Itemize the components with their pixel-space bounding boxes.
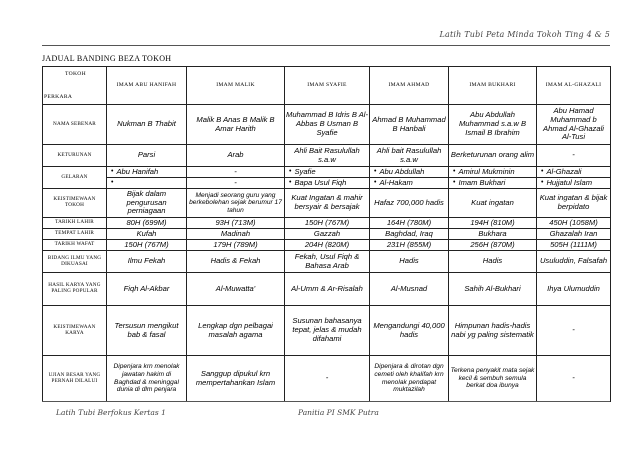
table-row [43,167,611,178]
row-header: KETURUNAN [43,145,107,167]
bullet-icon: • [289,167,292,175]
table-row [43,273,611,306]
footer-center-text: Panitia PI SMK Putra [298,408,379,417]
bullet-icon: • [289,178,292,186]
table-cell: Arab [187,145,285,167]
table-cell: Sanggup dipukul krn mempertahankan Islam [187,356,285,402]
row-header: GELARAN [43,167,107,189]
table-cell: 93H (713M) [187,218,285,229]
table-cell: Parsi [107,145,187,167]
bullet-icon: • [453,178,456,186]
column-header: IMAM SYAFIE [285,67,370,105]
table-cell: • Imam Bukhari [449,178,537,189]
table-cell: Dipenjara krn menolak jawatan hakim di Baghdad & meninggal dunia di dlm penjara [107,356,187,402]
table-cell: Himpunan hadis-hadis nabi yg paling sistematik [449,306,537,356]
table-cell: Malik B Anas B Malik B Amar Harith [187,105,285,145]
table-cell: Ihya Ulumuddin [537,273,611,306]
table-cell: Bijak dalam pengurusan perniagaan [107,189,187,218]
table-cell: Ahli bait Rasulullah s.a.w [370,145,449,167]
table-row [43,356,611,402]
table-cell: Lengkap dgn pelbagai masalah agama [187,306,285,356]
table-cell: Kuat Ingatan & mahir bersyair & bersajak [285,189,370,218]
bullet-icon: • [374,167,377,175]
document-title: JADUAL BANDING BEZA TOKOH [42,54,172,63]
table-cell: 164H (780M) [370,218,449,229]
table-cell: 231H (855M) [370,240,449,251]
table-cell: Ahmad B Muhammad B Hanbali [370,105,449,145]
table-cell: Kuat ingatan & bijak berpidato [537,189,611,218]
row-header: KEISTIMEWAAN TOKOH [43,189,107,218]
table-cell: • Al-Ghazali [537,167,611,178]
header-row [43,67,611,105]
row-header: NAMA SEBENAR [43,105,107,145]
table-cell: Nukman B Thabit [107,105,187,145]
table-cell: - [285,356,370,402]
row-header: BIDANG ILMU YANG DIKUASAI [43,251,107,273]
table-cell: Madinah [187,229,285,240]
table-cell: 150H (767M) [285,218,370,229]
table-cell: • Abu Abdullah [370,167,449,178]
table-cell: 256H (870M) [449,240,537,251]
table-cell: Kuat ingatan [449,189,537,218]
table-cell: Usuluddin, Falsafah [537,251,611,273]
table-cell: Susunan bahasanya tepat, jelas & mudah difahami [285,306,370,356]
table-cell: • Abu Hanifah [107,167,187,178]
table-cell: Kufah [107,229,187,240]
row-header: TARIKH WAFAT [43,240,107,251]
table-cell: Hadis [449,251,537,273]
row-header: UJIAN BESAR YANG PERNAH DILALUI [43,356,107,402]
table-row [43,178,611,189]
table-row [43,306,611,356]
corner-bottom-label: PERKARA [44,94,73,101]
column-header: IMAM AHMAD [370,67,449,105]
table-cell: 204H (820M) [285,240,370,251]
header-divider [42,45,610,46]
table-cell: Hafaz 700,000 hadis [370,189,449,218]
table-cell: • Syafie [285,167,370,178]
bullet-icon: • [111,178,114,186]
bullet-icon: • [111,167,114,175]
table-cell: Ghazalah Iran [537,229,611,240]
table-cell: Al-Musnad [370,273,449,306]
bullet-icon: • [541,167,544,175]
column-header: IMAM MALIK [187,67,285,105]
table-cell: Mengandungi 40,000 hadis [370,306,449,356]
table-cell: Tersusun mengikut bab & fasal [107,306,187,356]
table-cell: Baghdad, Iraq [370,229,449,240]
table-cell: Dipenjara & dirotan dgn cemeti oleh khalifah krn menolak pendapat muktazilah [370,356,449,402]
table-row [43,229,611,240]
table-cell: Gazzah [285,229,370,240]
table-cell: Terkena penyakit mata sejak kecil & sembuh semula berkat doa ibunya [449,356,537,402]
table-cell: Al-Umm & Ar-Risalah [285,273,370,306]
table-cell: Abu Hamad Muhammad b Ahmad Al-Ghazali Al-Tusi [537,105,611,145]
table-cell: - [187,167,285,178]
table-cell: - [187,178,285,189]
table-cell: Berketurunan orang alim [449,145,537,167]
table-cell: Hadis & Fekah [187,251,285,273]
table-cell: - [537,145,611,167]
table-cell: Al-Muwatta' [187,273,285,306]
table-cell: Abu Abdullah Muhammad s.a.w B Ismail B Ibrahim [449,105,537,145]
table-cell [107,178,187,189]
corner-cell [43,67,107,105]
table-cell: • Hujjatul Islam [537,178,611,189]
header-title: Latih Tubi Peta Minda Tokoh Ting 4 & 5 [439,30,610,39]
table-cell: Fiqh Al-Akbar [107,273,187,306]
column-header: IMAM ABU HANIFAH [107,67,187,105]
table-cell: Muhammad B Idris B Al-Abbas B Usman B Syafie [285,105,370,145]
bullet-icon: • [541,178,544,186]
table-row [43,251,611,273]
table-cell: • Amirul Mukminin [449,167,537,178]
table-cell: Sahih Al-Bukhari [449,273,537,306]
row-header: TEMPAT LAHIR [43,229,107,240]
row-header: KEISTIMEWAAN KARYA [43,306,107,356]
table-cell: Hadis [370,251,449,273]
table-cell: - [537,356,611,402]
table-cell: 150H (767M) [107,240,187,251]
table-cell: 450H (1058M) [537,218,611,229]
table-cell: Ilmu Fekah [107,251,187,273]
table-cell: Menjadi seorang guru yang berkebolehan sejak berumur 17 tahun [187,189,285,218]
table-row [43,189,611,218]
table-cell: 80H (699M) [107,218,187,229]
column-header: IMAM AL-GHAZALI [537,67,611,105]
row-header: TARIKH LAHIR [43,218,107,229]
table-cell: 179H (789M) [187,240,285,251]
row-header: HASIL KARYA YANG PALING POPULAR [43,273,107,306]
table-cell: 505H (1111M) [537,240,611,251]
footer-left-text: Latih Tubi Berfokus Kertas 1 [56,408,166,417]
table-cell: • Al-Hakam [370,178,449,189]
column-header: IMAM BUKHARI [449,67,537,105]
table-cell: • Bapa Usul Fiqh [285,178,370,189]
table-row [43,145,611,167]
bullet-icon: • [374,178,377,186]
table-cell: Ahli Bait Rasulullah s.a.w [285,145,370,167]
table-cell: Bukhara [449,229,537,240]
footer-divider [42,401,610,402]
table-cell: Fekah, Usul Fiqh & Bahasa Arab [285,251,370,273]
table-cell: - [537,306,611,356]
bullet-icon: • [453,167,456,175]
table-cell: 194H (810M) [449,218,537,229]
corner-top-label: TOKOH [65,70,86,77]
table-row [43,218,611,229]
table-row [43,240,611,251]
table-row [43,105,611,145]
comparison-table [42,66,611,402]
